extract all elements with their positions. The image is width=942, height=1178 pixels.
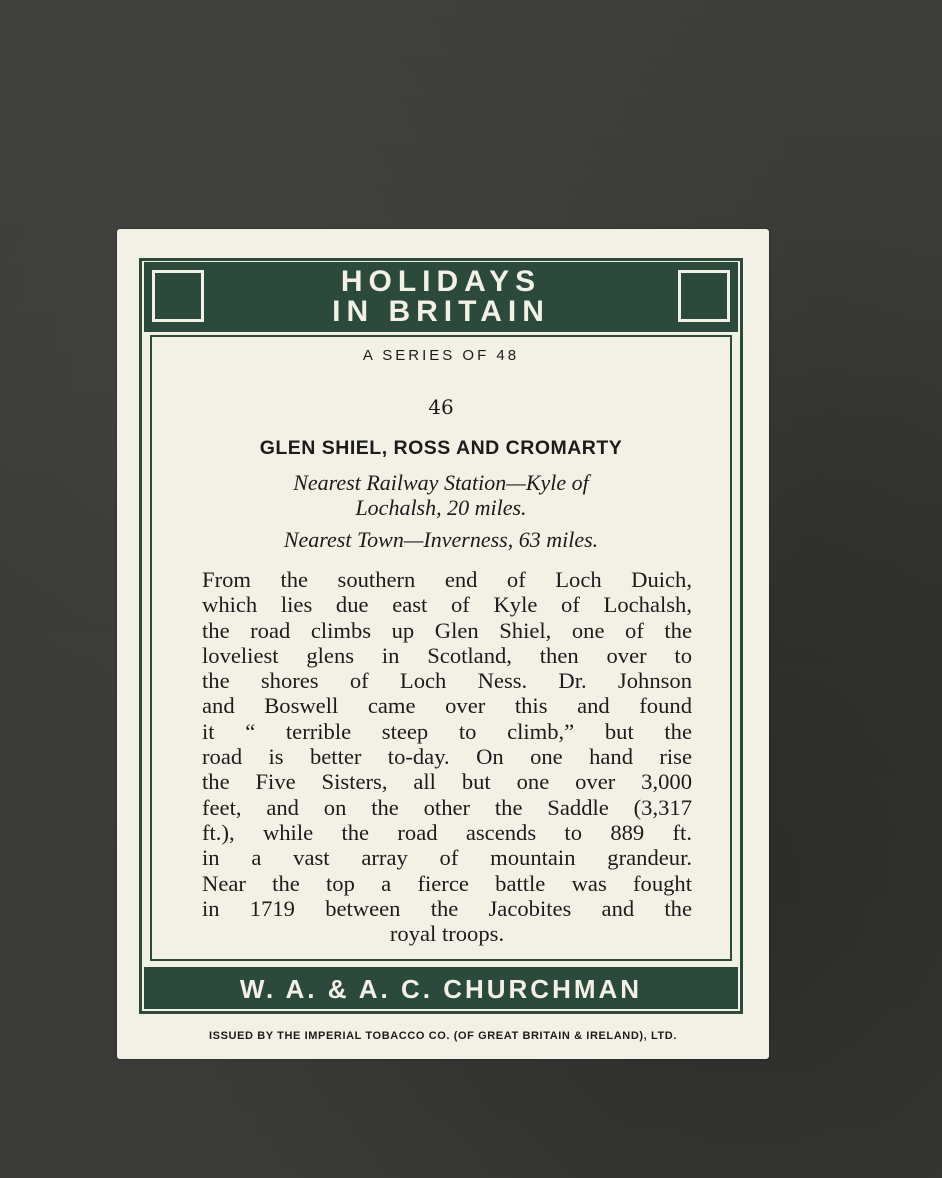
description-line: which lies due east of Kyle of Lochalsh,: [202, 592, 692, 618]
railway-line-2: Lochalsh, 20 miles.: [355, 495, 527, 520]
series-label: A SERIES OF 48: [362, 347, 520, 364]
description-line: loveliest glens in Scotland, then over to: [202, 642, 692, 668]
header-square-left: [152, 270, 204, 322]
description-line: feet, and on the other the Saddle (3,317: [202, 794, 692, 820]
description-line: it “ terrible steep to climb,” but the: [202, 718, 692, 744]
title-line-2: IN BRITAIN: [332, 295, 550, 328]
nearest-town: Nearest Town—Inverness, 63 miles.: [283, 527, 599, 552]
description-line: and Boswell came over this and found: [202, 693, 692, 719]
description-line: in a vast array of mountain grandeur.: [202, 845, 692, 871]
description-line: From the southern end of Loch Duich,: [202, 567, 692, 592]
description-paragraph: [202, 567, 692, 946]
description-line: in 1719 between the Jacobites and the: [202, 895, 692, 921]
nearest-railway-station: [212, 470, 670, 520]
description-line: the Five Sisters, all but one over 3,000: [202, 769, 692, 795]
description-line: Near the top a fierce battle was fought: [202, 870, 692, 896]
issued-by-line: ISSUED BY THE IMPERIAL TOBACCO CO. (OF GREAT BRITAIN & IRELAND), LTD.: [209, 1030, 677, 1042]
title-line-1: HOLIDAYS: [340, 265, 542, 298]
description-line: the shores of Loch Ness. Dr. Johnson: [202, 668, 692, 694]
publisher-name: W. A. & A. C. CHURCHMAN: [239, 974, 643, 1004]
railway-line-1: Nearest Railway Station—Kyle of: [293, 470, 589, 495]
description-line: royal troops.: [389, 921, 505, 947]
description-line: the road climbs up Glen Shiel, one of the: [202, 617, 692, 643]
description-line: ft.), while the road ascends to 889 ft.: [202, 819, 692, 845]
text-panel: [150, 335, 732, 961]
header-square-right: [678, 270, 730, 322]
header-band: [144, 262, 738, 332]
description-line: road is better to-day. On one hand rise: [202, 744, 692, 770]
cigarette-card: [117, 229, 769, 1059]
card-subject-title: GLEN SHIEL, ROSS AND CROMARTY: [259, 437, 623, 459]
card-number: 46: [428, 395, 454, 419]
footer-band: [144, 967, 738, 1009]
